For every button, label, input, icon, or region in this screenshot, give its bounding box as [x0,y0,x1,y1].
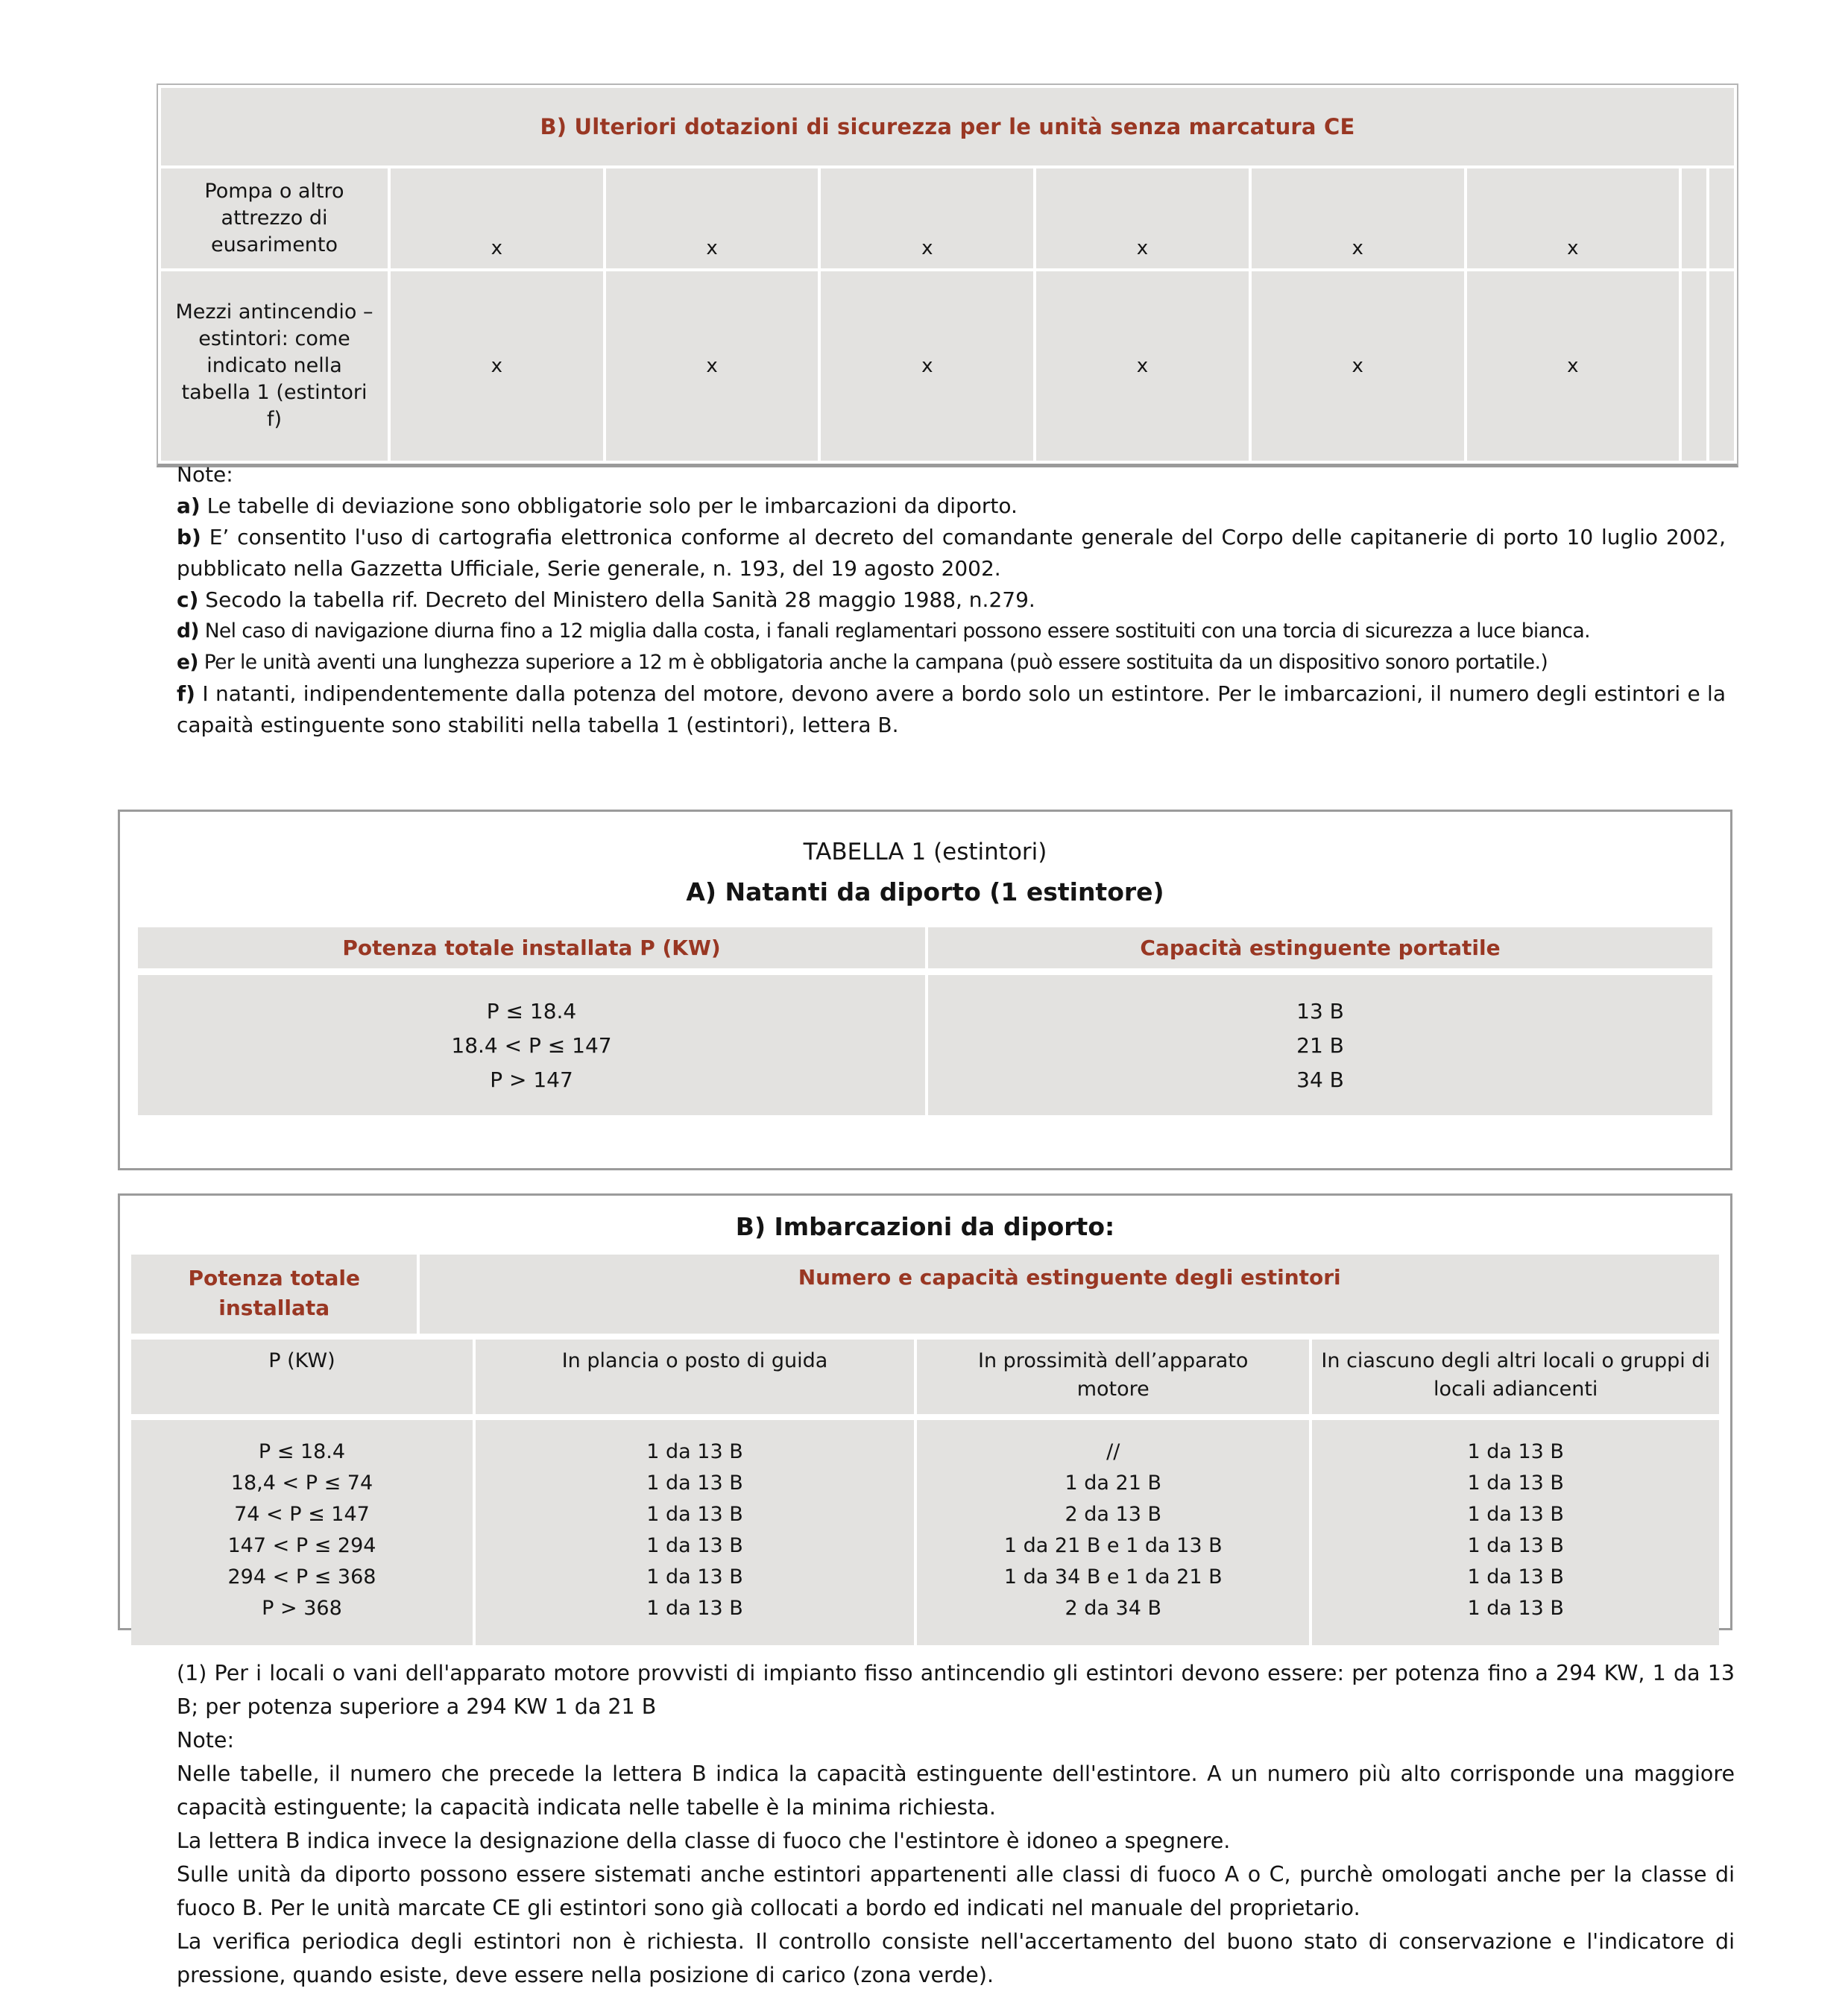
table-title: B) Ulteriori dotazioni di sicurezza per le unità senza marcatura CE [161,88,1734,165]
check-cell: x [1252,168,1464,268]
note-paragraph-3: La lettera B indica invece la designazione della classe di fuoco che l'estintore è idoneo a spegnere. [177,1829,1231,1853]
table-value: P > 147 [490,1067,573,1092]
note-item-b [177,522,1726,584]
note-text: Per le unità aventi una lunghezza superiore a 12 m è obbligatoria anche la campana (può essere sostituita da un dispositivo sonoro portatile.) [198,651,1548,674]
table-value: 1 da 13 B [646,1597,743,1620]
altri-locali-column [1309,1420,1719,1645]
check-cell: x [821,168,1033,268]
check-cell: x [1252,271,1464,461]
notes-heading: Note: [177,1728,235,1753]
imbarcazioni-box [118,1193,1732,1630]
natanti-table-header [138,927,1712,968]
table-value: // [1106,1440,1120,1463]
note-letter: f) [177,681,195,706]
column-header-potenza-totale: Potenza totale installata [188,1266,360,1320]
notes-heading: Note: [177,462,233,487]
table-value: 1 da 21 B e 1 da 13 B [1003,1534,1223,1557]
check-cell: x [391,168,603,268]
note-letter: c) [177,587,199,612]
note-text: Secodo la tabella rif. Decreto del Ministero della Sanità 28 maggio 1988, n.279. [198,587,1035,612]
check-cell [1682,271,1706,461]
note-item-f [177,678,1726,741]
table-value: P ≤ 18.4 [486,999,577,1023]
note-text: E’ consentito l'uso di cartografia elettronica conforme al decreto del comandante generale del Corpo delle capitanerie di porto 10 luglio 2002, pubblicato nella Gazzetta Ufficiale, Serie generale, n. 193, del 19 agosto 2002. [177,525,1726,581]
check-cell: x [821,271,1033,461]
table-value: 1 da 13 B [646,1565,743,1589]
table-value: 1 da 13 B [646,1534,743,1557]
row-label-pompa: Pompa o altro attrezzo di eusarimento [161,168,388,268]
table-value: 13 B [1296,999,1344,1023]
table-row-pompa [161,168,1734,268]
imbarcazioni-table [131,1255,1719,1645]
tabella-1-subtitle: A) Natanti da diporto (1 estintore) [686,877,1164,906]
note-item-a [177,491,1726,522]
table-value: 2 da 13 B [1065,1503,1161,1526]
imbarcazioni-header-row-1 [131,1255,1719,1334]
table-value: 1 da 13 B [646,1503,743,1526]
table-value: 1 da 34 B e 1 da 21 B [1003,1565,1223,1589]
note-letter: b) [177,525,201,549]
note-text: I natanti, indipendentemente dalla potenza del motore, devono avere a bordo solo un estintore. Per le imbarcazioni, il numero degli estintori e la capaità estinguente sono stabiliti nella tabella 1 (estintori), lettera B. [177,681,1726,737]
table-gap [131,1414,1719,1420]
natanti-table [138,927,1712,1115]
table-value: P > 368 [262,1597,342,1620]
natanti-table-body [138,975,1712,1115]
table-value: P ≤ 18.4 [258,1440,346,1463]
table-value: 1 da 13 B [1467,1534,1564,1557]
table-row-mezzi-antincendio [161,271,1734,461]
note-paragraph-5: La verifica periodica degli estintori non è richiesta. Il controllo consiste nell'accertamento del buono stato di conservazione e l'indicatore di pressione, quando esiste, deve essere nella posizione di carico (zona verde). [177,1929,1735,1987]
check-cell: x [606,271,819,461]
imbarcazioni-table-body [131,1420,1719,1645]
check-cell: x [1467,168,1680,268]
check-cell [1709,271,1734,461]
column-header-capacita: Capacità estinguente portatile [925,927,1712,968]
row-label-mezzi-antincendio: Mezzi antincendio – estintori: come indicato nella tabella 1 (estintori f) [161,271,388,461]
table-gap [131,1334,1719,1340]
note-paragraph-4: Sulle unità da diporto possono essere sistemati anche estintori appartenenti alle classi di fuoco A o C, purchè omologati anche per la classe di fuoco B. Per le unità marcate CE gli estintori sono già collocati a bordo ed indicati nel manuale del proprietario. [177,1862,1735,1920]
tabella-1-box [118,810,1732,1170]
note-text: Le tabelle di deviazione sono obbligatorie solo per le imbarcazioni da diporto. [200,493,1018,518]
table-value: 1 da 13 B [1467,1503,1564,1526]
note-paragraph-1: (1) Per i locali o vani dell'apparato motore provvisti di impianto fisso antincendio gli estintori devono essere: per potenza fino a 294 KW, 1 da 13 B; per potenza superiore a 294 KW 1 da 21 B [177,1661,1735,1719]
tabella-1-title: TABELLA 1 (estintori) [803,839,1047,865]
check-cell: x [391,271,603,461]
table-value: 2 da 34 B [1065,1597,1161,1620]
ulteriori-dotazioni-table [157,83,1738,467]
note-letter: e) [177,651,198,674]
table-value: 21 B [1296,1033,1344,1058]
ulteriori-dotazioni-section [157,83,1738,467]
table-value: 1 da 21 B [1065,1472,1161,1495]
potenza-column [138,975,925,1115]
column-header-potenza: Potenza totale installata P (KW) [342,936,721,960]
note-letter: a) [177,493,201,518]
imbarcazioni-header-row-2 [131,1340,1719,1414]
potenza-column [131,1420,473,1645]
table-gap [138,968,1712,975]
check-cell: x [606,168,819,268]
subheader-plancia: In plancia o posto di guida [473,1340,914,1414]
table-value: 18,4 < P ≤ 74 [230,1472,373,1495]
table-value: 18.4 < P ≤ 147 [451,1033,612,1058]
table-title-row [161,88,1734,165]
notes-top [177,459,1726,741]
plancia-column [473,1420,914,1645]
check-cell: x [1467,271,1680,461]
note-text: Nel caso di navigazione diurna fino a 12 miglia dalla costa, i fanali reglamentari possono essere sostituiti con una torcia di sicurezza a luce bianca. [198,619,1590,643]
notes-bottom [177,1656,1735,1992]
table-value: 294 < P ≤ 368 [227,1565,376,1589]
column-header-numero-capacita: Numero e capacità estinguente degli estintori [417,1255,1719,1334]
check-cell [1709,168,1734,268]
note-paragraph-2: Nelle tabelle, il numero che precede la lettera B indica la capacità estinguente dell'estintore. A un numero più alto corrisponde una maggiore capacità estinguente; la capacità indicata nelle tabelle è la minima richiesta. [177,1761,1735,1820]
subheader-apparato-motore: In prossimità dell’apparato motore [914,1340,1309,1414]
table-value: 1 da 13 B [1467,1597,1564,1620]
table-value: 1 da 13 B [646,1440,743,1463]
apparato-motore-column [914,1420,1309,1645]
table-value: 1 da 13 B [1467,1440,1564,1463]
note-item-d [177,616,1726,647]
table-value: 74 < P ≤ 147 [234,1503,370,1526]
check-cell [1682,168,1706,268]
note-letter: d) [177,619,199,643]
capacita-column [925,975,1712,1115]
table-value: 147 < P ≤ 294 [227,1534,376,1557]
table-value: 34 B [1296,1067,1344,1092]
table-value: 1 da 13 B [646,1472,743,1495]
check-cell: x [1036,271,1249,461]
table-value: 1 da 13 B [1467,1565,1564,1589]
table-value: 1 da 13 B [1467,1472,1564,1495]
note-item-e [177,647,1726,678]
imbarcazioni-title: B) Imbarcazioni da diporto: [735,1212,1115,1241]
check-cell: x [1036,168,1249,268]
subheader-altri-locali: In ciascuno degli altri locali o gruppi di locali adiancenti [1309,1340,1719,1414]
note-item-c [177,584,1726,616]
subheader-p-kw: P (KW) [268,1349,335,1372]
